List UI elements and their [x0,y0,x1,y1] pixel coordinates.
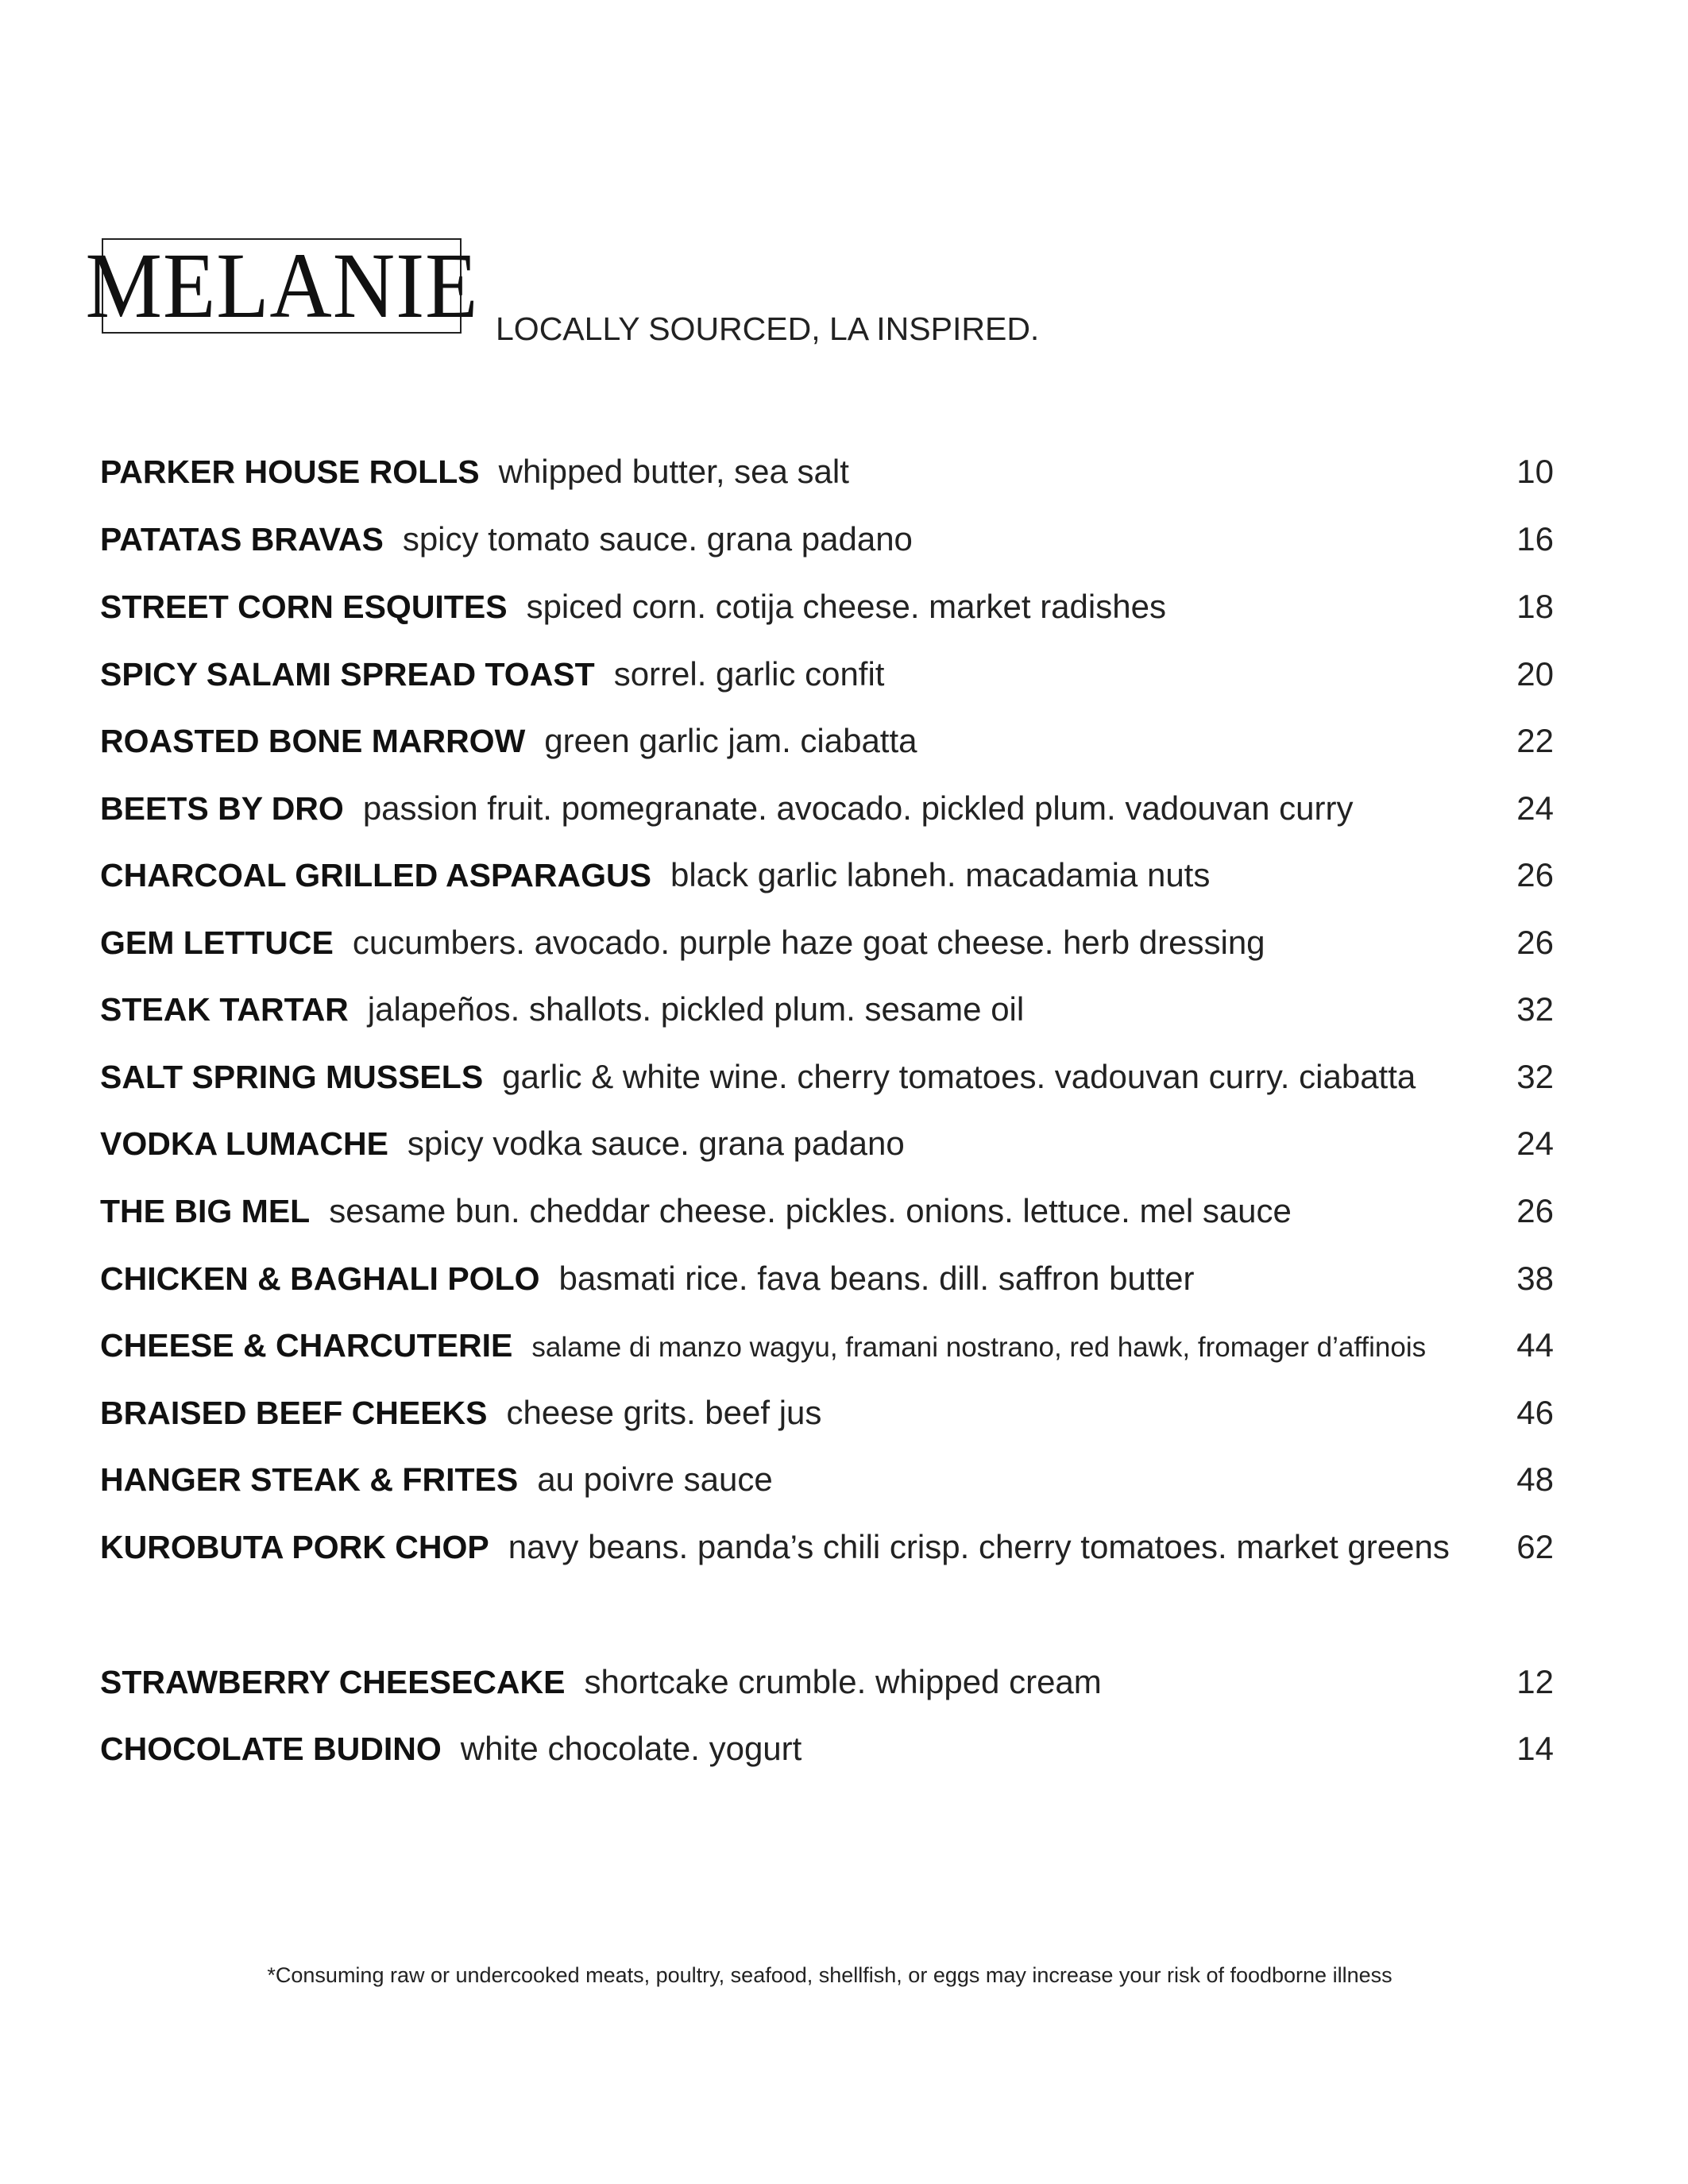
item-description: jalapeños. shallots. pickled plum. sesame oil [367,990,1025,1028]
item-price: 14 [1516,1730,1554,1767]
item-price: 38 [1516,1260,1554,1297]
item-price: 48 [1516,1461,1554,1498]
item-name: VODKA LUMACHE [100,1125,388,1162]
item-description: green garlic jam. ciabatta [544,722,917,759]
item-price: 26 [1516,856,1554,893]
food-safety-footnote [0,1963,1688,1988]
item-description: sesame bun. cheddar cheese. pickles. onions. lettuce. mel sauce [329,1192,1292,1229]
menu-item [100,520,1554,568]
item-price: 46 [1516,1394,1554,1431]
item-description: shortcake crumble. whipped cream [584,1663,1102,1700]
menu-item [100,1125,1554,1172]
item-price: 16 [1516,520,1554,558]
item-description: spicy tomato sauce. grana padano [402,520,913,558]
item-description: garlic & white wine. cherry tomatoes. vadouvan curry. ciabatta [502,1058,1416,1095]
item-description: white chocolate. yogurt [460,1730,802,1767]
menu-item [100,1394,1554,1441]
item-name: STEAK TARTAR [100,991,349,1028]
menu-item [100,1326,1554,1374]
item-price: 12 [1516,1663,1554,1700]
menu-item [100,588,1554,635]
menu-item [100,856,1554,904]
item-name: CHICKEN & BAGHALI POLO [100,1260,540,1297]
item-description: spiced corn. cotija cheese. market radishes [526,588,1166,625]
menu-item [100,722,1554,770]
item-name: GEM LETTUCE [100,924,334,961]
item-name: STREET CORN ESQUITES [100,588,508,625]
item-price: 44 [1516,1326,1554,1364]
item-name: CHARCOAL GRILLED ASPARAGUS [100,857,651,893]
item-description: spicy vodka sauce. grana padano [407,1125,905,1162]
item-description: salame di manzo wagyu, framani nostrano, red hawk, fromager d’affinois [531,1332,1427,1363]
item-price: 26 [1516,1192,1554,1229]
item-name: THE BIG MEL [100,1193,311,1229]
item-description: basmati rice. fava beans. dill. saffron butter [558,1260,1195,1297]
item-description: black garlic labneh. macadamia nuts [670,856,1211,893]
item-name: CHEESE & CHARCUTERIE [100,1327,513,1364]
item-name: PATATAS BRAVAS [100,521,384,558]
item-description: sorrel. garlic confit [613,655,885,693]
menu-item [100,1528,1554,1576]
menu-item [100,1461,1554,1508]
item-name: BEETS BY DRO [100,790,344,827]
item-name: CHOCOLATE BUDINO [100,1731,442,1767]
menu-item [100,1260,1554,1307]
item-name: KUROBUTA PORK CHOP [100,1529,489,1565]
item-name: BRAISED BEEF CHEEKS [100,1395,488,1431]
item-name: PARKER HOUSE ROLLS [100,453,480,490]
item-price: 18 [1516,588,1554,625]
dessert-item [100,1663,1554,1711]
item-price: 26 [1516,924,1554,961]
item-name: SPICY SALAMI SPREAD TOAST [100,656,595,693]
item-price: 32 [1516,1058,1554,1095]
menu-item [100,924,1554,971]
item-price: 24 [1516,789,1554,827]
menu-item [100,789,1554,837]
dessert-item [100,1730,1554,1777]
item-price: 32 [1516,990,1554,1028]
item-price: 22 [1516,722,1554,759]
item-description: cucumbers. avocado. purple haze goat cheese. herb dressing [352,924,1265,961]
item-description: cheese grits. beef jus [506,1394,822,1431]
item-price: 62 [1516,1528,1554,1565]
footnote-text: *Consuming raw or undercooked meats, poultry, seafood, shellfish, or eggs may increase your risk of foodborne illness [267,1963,1393,1987]
item-name: HANGER STEAK & FRITES [100,1461,519,1498]
logo-wordmark: MELANIE [85,233,478,338]
menu-item [100,453,1554,500]
item-price: 20 [1516,655,1554,693]
item-price: 24 [1516,1125,1554,1162]
item-price: 10 [1516,453,1554,490]
item-name: STRAWBERRY CHEESECAKE [100,1664,566,1700]
item-description: au poivre sauce [537,1461,773,1498]
item-description: navy beans. panda’s chili crisp. cherry tomatoes. market greens [508,1528,1450,1565]
menu-item [100,990,1554,1038]
tagline: LOCALLY SOURCED, LA INSPIRED. [496,311,1040,347]
item-description: passion fruit. pomegranate. avocado. pickled plum. vadouvan curry [362,789,1354,827]
menu-item [100,655,1554,703]
menu-item [100,1192,1554,1240]
item-name: ROASTED BONE MARROW [100,723,526,759]
item-name: SALT SPRING MUSSELS [100,1059,484,1095]
menu-item [100,1058,1554,1106]
item-description: whipped butter, sea salt [498,453,849,490]
